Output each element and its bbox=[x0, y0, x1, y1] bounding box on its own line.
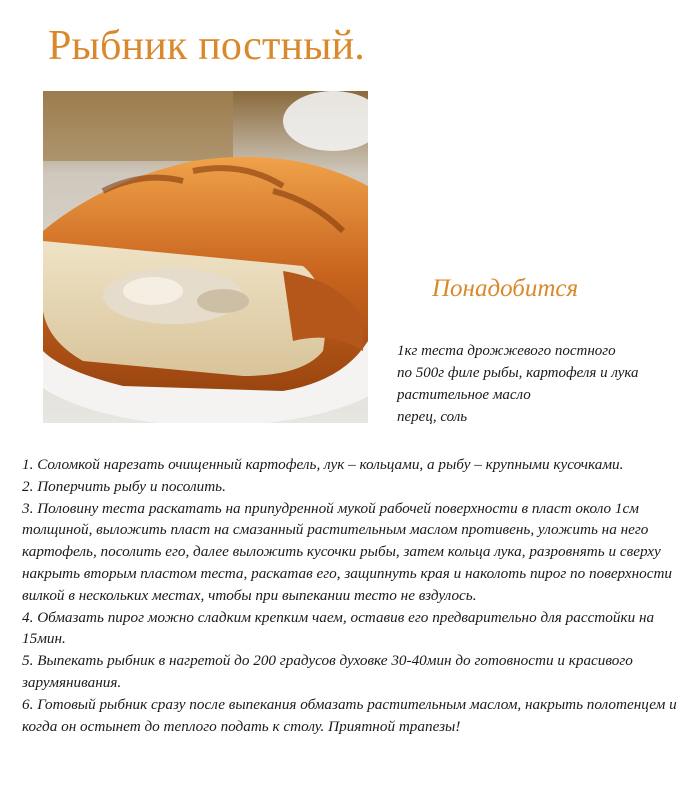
ingredient-item: по 500г филе рыбы, картофеля и лука bbox=[397, 365, 639, 381]
ingredient-item: 1кг теста дрожжевого постного bbox=[397, 343, 616, 359]
step-item: 1. Соломкой нарезать очищенный картофель, лук – кольцами, а рыбу – крупными кусочками. bbox=[22, 456, 624, 473]
ingredient-item: перец, соль bbox=[397, 409, 468, 425]
ingredient-item: растительное масло bbox=[397, 387, 531, 403]
step-item: 3. Половину теста раскатать на припудренной мукой рабочей поверхности в пласт около 1см толщиной, выложить пласт на смазанный растительным маслом противень, уложить на него картофель, посолить его, далее выложить кусочки рыбы, затем кольца лука, разровнять и сверху накрыть вторым пластом теста, раскатав его, защипнуть края и наколоть пирог по поверхности вилкой в нескольких местах, чтобы при выпекании тесто не вздулось. bbox=[22, 499, 673, 604]
step-item: 4. Обмазать пирог можно сладким крепким чаем, оставив его предварительно для расстойки на 15мин. bbox=[22, 608, 655, 648]
step-item: 2. Поперчить рыбу и посолить. bbox=[22, 477, 226, 495]
recipe-title: Рыбник постный. bbox=[48, 23, 365, 69]
ingredients-list bbox=[397, 340, 697, 428]
steps-list bbox=[22, 454, 694, 737]
step-item: 6. Готовый рыбник сразу после выпекания обмазать растительным маслом, накрыть полотенцем и когда он остынет до теплого подать к столу. Приятной трапезы! bbox=[22, 695, 677, 735]
ingredients-heading: Понадобится bbox=[432, 275, 579, 302]
step-item: 5. Выпекать рыбник в нагретой до 200 градусов духовке 30-40мин до готовности и красивого зарумянивания. bbox=[22, 652, 633, 691]
pie-photo bbox=[43, 91, 368, 423]
